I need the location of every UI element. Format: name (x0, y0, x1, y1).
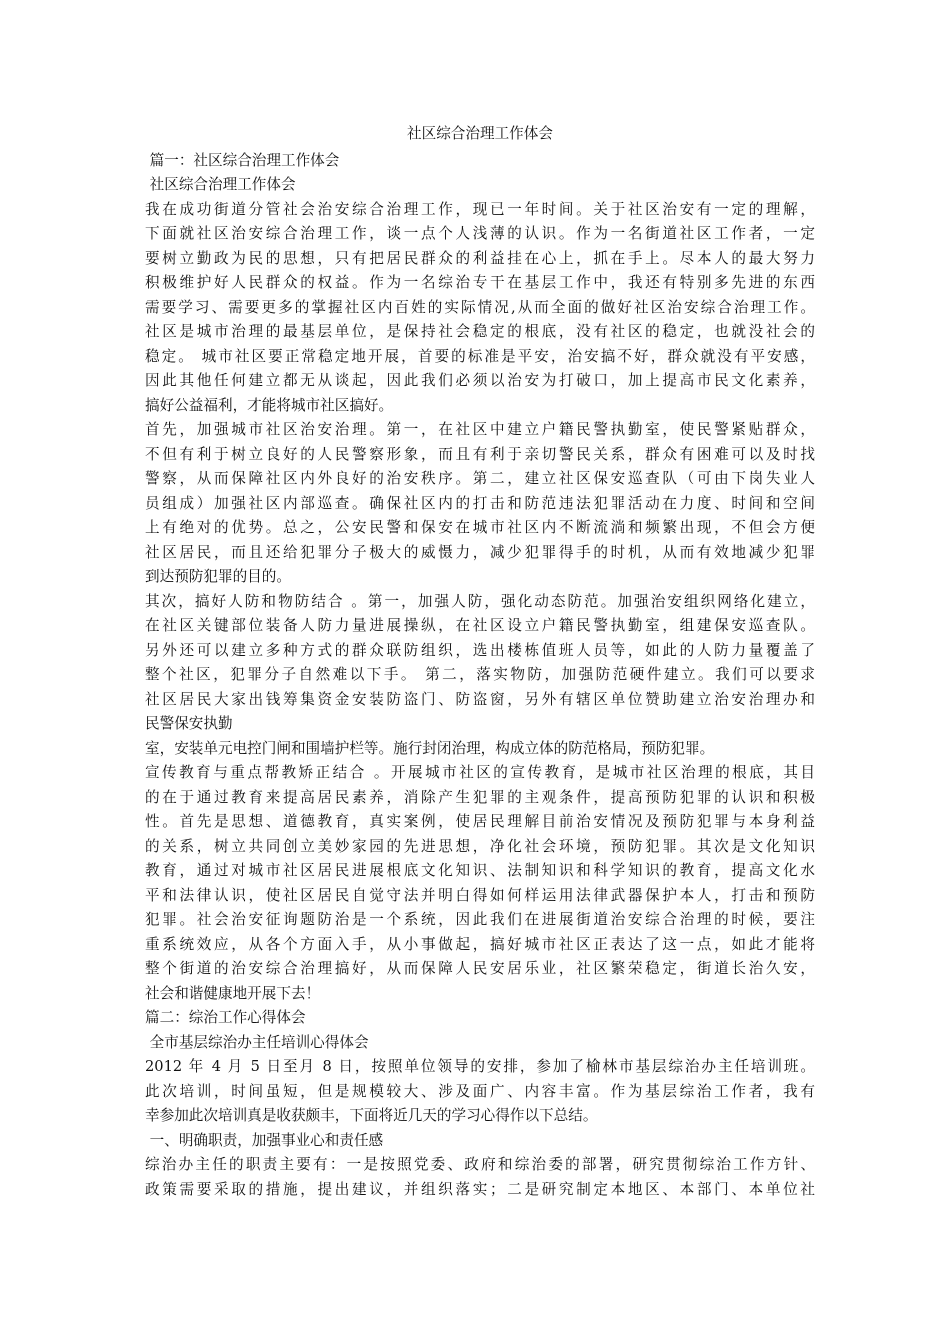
text-line: 篇二：综治工作心得体会 (145, 1009, 306, 1026)
text-line: 一、明确职责，加强事业心和责任感 (145, 1131, 384, 1149)
document-title: 社区综合治理工作体会 (407, 125, 553, 142)
text-line: 另外还可以建立多种方式的群众联防组织，选出楼栋值班人员等，如此的人防力量覆盖了 (145, 641, 815, 659)
text-line: 警察，从而保障社区内外良好的治安秩序。第二，建立社区保安巡查队（可由下岗失业人 (145, 470, 815, 487)
text-line: 重系统效应，从各个方面入手，从小事做起，搞好城市社区正表达了这一点，如此才能将 (145, 935, 815, 953)
text-line: 整个街道的治安综合治理搞好，从而保障人民安居乐业，社区繁荣稳定，街道长治久安， (145, 960, 815, 977)
text-line: 上有绝对的优势。总之，公安民警和保安在城市社区内不断流淌和频繁出现，不但会方便 (145, 519, 815, 536)
text-line: 幸参加此次培训真是收获颇丰，下面将近几天的学习心得作以下总结。 (145, 1107, 598, 1124)
text-line: 民警保安执勤 (145, 715, 233, 732)
text-line: 首先，加强城市社区治安治理。第一，在社区中建立户籍民警执勤室，使民警紧贴群众， (145, 421, 815, 438)
text-line: 稳定。 城市社区要正常稳定地开展，首要的标准是平安，治安搞不好，群众就没有平安感， (145, 347, 815, 365)
text-line: 室，安装单元电控门闸和围墙护栏等。施行封闭治理，构成立体的防范格局，预防犯罪。 (145, 739, 715, 757)
text-line: 的关系，树立共同创立美妙家园的先进思想，净化社会环境，预防犯罪。其次是文化知识 (145, 837, 815, 855)
text-line: 社会和谐健康地开展下去！ (145, 984, 321, 1002)
text-line: 在社区关键部位装备人防力量进展操纵，在社区设立户籍民警执勤室，组建保安巡查队。 (145, 617, 815, 634)
text-line: 社区居民，而且还给犯罪分子极大的威慑力，减少犯罪得手的时机，从而有效地减少犯罪 (145, 543, 815, 561)
text-line: 性。首先是思想、道德教育，真实案例，使居民理解目前治安情况及预防犯罪与本身利益 (145, 813, 815, 830)
text-line: 的在于通过教育来提高居民素养，消除产生犯罪的主观条件，提高预防犯罪的认识和积极 (145, 788, 815, 806)
text-line: 整个社区，犯罪分子自然难以下手。 第二，落实物防，加强防范硬件建立。我们可以要求 (145, 666, 815, 683)
document-text (145, 149, 815, 1203)
text-line: 需要学习、需要更多的掌握社区内百姓的实际情况,从而全面的做好社区治安综合治理工作。 (145, 298, 815, 316)
text-line: 政策需要采取的措施，提出建议，并组织落实；二是研究制定本地区、本部门、本单位社 (145, 1180, 815, 1198)
text-line: 其次，搞好人防和物防结合 。第一，加强人防，强化动态防范。加强治安组织网络化建立， (145, 592, 815, 610)
text-line: 到达预防犯罪的目的。 (145, 568, 291, 585)
text-line: 教育，通过对城市社区居民进展根底文化知识、法制知识和科学知识的教育，提高文化水 (145, 862, 815, 879)
text-line: 社区综合治理工作体会 (145, 176, 296, 193)
text-line: 搞好公益福利，才能将城市社区搞好。 (145, 396, 394, 414)
text-line: 篇一：社区综合治理工作体会 (145, 151, 340, 169)
text-line: 下面就社区治安综合治理工作，谈一点个人浅薄的认识。作为一名街道社区工作者，一定 (145, 225, 815, 242)
text-line: 社区居民大家出钱筹集资金安装防盗门、防盗窗，另外有辖区单位赞助建立治安治理办和 (145, 690, 815, 708)
document-body (145, 122, 815, 1202)
text-line: 因此其他任何建立都无从谈起，因此我们必须以治安为打破口，加上提高市民文化素养， (145, 372, 815, 389)
text-line: 积极维护好人民群众的权益。作为一名综治专干在基层工作中，我还有特别多先进的东西 (145, 274, 815, 291)
text-line: 2012 年 4 月 5 日至月 8 日，按照单位领导的安排，参加了榆林市基层综治办主任培训班。 (145, 1058, 815, 1075)
text-line: 宣传教育与重点帮教矫正结合 。开展城市社区的宣传教育，是城市社区治理的根底，其目 (145, 764, 815, 781)
text-line: 社区是城市治理的最基层单位，是保持社会稳定的根底，没有社区的稳定，也就没社会的 (145, 323, 815, 340)
text-line: 员组成）加强社区内部巡查。确保社区内的打击和防范违法犯罪活动在力度、时间和空间 (145, 494, 815, 512)
text-line: 综治办主任的职责主要有：一是按照党委、政府和综治委的部署，研究贯彻综治工作方针、 (145, 1156, 815, 1173)
text-line: 此次培训，时间虽短，但是规模较大、涉及面广、内容丰富。作为基层综治工作者，我有 (145, 1082, 815, 1100)
text-line: 要树立勤政为民的思想，只有把居民群众的利益挂在心上，抓在手上。尽本人的最大努力 (145, 249, 815, 267)
text-line: 平和法律认识，使社区居民自觉守法并明白得如何样运用法律武器保护本人，打击和预防 (145, 886, 815, 904)
text-line: 全市基层综治办主任培训心得体会 (145, 1033, 369, 1051)
text-line: 不但有利于树立良好的人民警察形象，而且有利于亲切警民关系，群众有困难可以及时找 (145, 445, 815, 463)
text-line: 犯罪。社会治安征询题防治是一个系统，因此我们在进展街道治安综合治理的时候，要注 (145, 911, 815, 928)
text-line: 我在成功街道分管社会治安综合治理工作，现已一年时间。关于社区治安有一定的理解， (145, 200, 815, 218)
